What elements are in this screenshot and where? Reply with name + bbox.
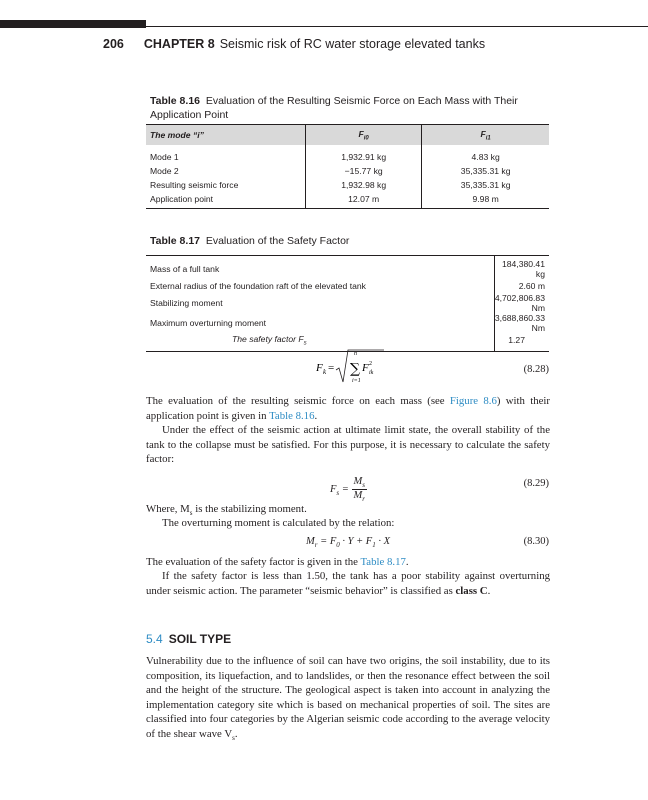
svg-text:ik: ik <box>369 370 374 376</box>
row-value: 3,688,860.33 Nm <box>494 313 549 333</box>
section-number: 5.4 <box>146 632 163 646</box>
table-8-16 <box>146 124 549 209</box>
table-row <box>146 178 549 192</box>
chapter-label: CHAPTER 8 <box>143 37 215 51</box>
col-mode: The mode “i” <box>146 125 306 146</box>
table-8-17-title: Evaluation of the Safety Factor <box>205 235 350 247</box>
paragraph: Where, $M_s$ is the stabilizing moment. <box>146 503 307 518</box>
figure-link[interactable]: Figure 8.6 <box>449 395 497 407</box>
table-8-17-caption <box>150 234 550 248</box>
table-link[interactable]: Table 8.16 <box>269 409 315 422</box>
svg-text:i=1: i=1 <box>352 378 361 384</box>
col-f1: $F_{i1}$ <box>422 125 549 146</box>
svg-text:n: n <box>354 351 357 357</box>
cell-f0: 1,932.98 kg <box>306 178 422 192</box>
table-row <box>146 293 549 313</box>
table-row <box>146 256 549 280</box>
equation-number: (8.30) <box>523 536 549 547</box>
class-label: class C <box>455 584 488 597</box>
row-value: 2.60 m <box>494 279 549 293</box>
header-rule-block <box>0 20 146 28</box>
table-8-17-label: Table 8.17 <box>150 235 200 247</box>
equation-8-30-formula: $M_r = F_0 \cdot Y + F_1 \cdot X$ <box>306 536 390 550</box>
safety-factor-label: The safety factor $F_s$ <box>146 333 494 352</box>
row-label: Stabilizing moment <box>150 298 223 308</box>
section-title: SOIL TYPE <box>168 632 232 646</box>
cell-f1: 35,335.31 kg <box>422 178 549 192</box>
cell-f1: 9.98 m <box>422 192 549 209</box>
svg-text:F: F <box>316 362 323 374</box>
paragraph: The evaluation of the safety factor is given in the Table 8.17. <box>146 556 409 568</box>
table-row <box>146 145 549 164</box>
equation-8-28 <box>146 346 549 386</box>
cell-f0: −15.77 kg <box>306 164 422 178</box>
header-rule <box>0 20 648 28</box>
col-f0: $F_{i0}$ <box>306 125 422 146</box>
equation-8-29-formula: $F_s$ = $\frac{M_s}{M_r}$ <box>330 476 365 504</box>
table-8-16-label: Table 8.16 <box>150 95 200 107</box>
equation-number: (8.29) <box>523 478 549 489</box>
svg-text:2: 2 <box>369 361 372 367</box>
cell-f0: 12.07 m <box>306 192 422 209</box>
equation-8-29 <box>146 468 549 504</box>
table-row <box>146 313 549 333</box>
table-row <box>146 192 549 209</box>
paragraph: The overturning moment is calculated by the relation: <box>162 517 395 529</box>
row-label: Mode 2 <box>150 166 179 176</box>
cell-f1: 35,335.31 kg <box>422 164 549 178</box>
cell-f1: 4.83 kg <box>422 145 549 164</box>
table-8-16-caption <box>150 94 550 122</box>
table-8-17 <box>146 255 549 352</box>
row-label: External radius of the foundation raft of the elevated tank <box>150 281 366 291</box>
row-value: 184,380.41 kg <box>494 256 549 280</box>
row-label: Application point <box>146 192 306 209</box>
row-label: Resulting seismic force <box>150 180 239 190</box>
paragraph: If the safety factor is less than 1.50, the tank has a poor stability against overturning under seismic action. The parameter “seismic behavior” is classified as class C. <box>146 570 550 597</box>
svg-text:k: k <box>323 368 327 376</box>
svg-text:∑: ∑ <box>350 361 360 377</box>
chapter-title: Seismic risk of RC water storage elevated tanks <box>219 37 486 51</box>
table-row <box>146 164 549 178</box>
row-label: Mass of a full tank <box>146 256 494 280</box>
equation-8-28-formula <box>316 346 396 386</box>
paragraph: The evaluation of the resulting seismic force on each mass (see Figure 8.6) with their application point is given in Table 8.16. <box>146 395 550 422</box>
paragraph: Vulnerability due to the influence of soil can have two origins, the soil instability, due to its composition, its liquefaction, and to landslides, or then the resonance effect between the soil and the height of the structure. The geological aspect is taken into account in analyzing the implementation category site which is based on mechanical properties of soil. The sites are classified into four categories by the Algerian seismic code according to the average velocity of the shear wave $V_s$. <box>146 655 550 742</box>
row-label: Mode 1 <box>150 152 179 162</box>
header-rule-line <box>146 26 648 27</box>
svg-text:=: = <box>328 362 335 374</box>
safety-factor-value: 1.27 <box>494 333 549 352</box>
table-8-16-title: Evaluation of the Resulting Seismic Force on Each Mass with Their Application Point <box>150 95 518 121</box>
equation-number: (8.28) <box>523 364 549 375</box>
svg-text:F: F <box>362 362 369 374</box>
row-value: 4,702,806.83 Nm <box>494 293 549 313</box>
section-heading <box>146 632 231 646</box>
row-label: Maximum overturning moment <box>150 318 267 328</box>
page-number: 206 <box>103 37 124 51</box>
running-header <box>103 37 485 51</box>
table-link[interactable]: Table 8.17 <box>360 556 406 568</box>
table-row <box>146 279 549 293</box>
equation-8-30 <box>146 536 549 552</box>
cell-f0: 1,932.91 kg <box>306 145 422 164</box>
table-header-row <box>146 125 549 146</box>
paragraph: Under the effect of the seismic action at ultimate limit state, the overall stability of the tank to the collapse must be satisfied. For this purpose, it is necessary to calculate the safety factor: <box>146 424 550 465</box>
